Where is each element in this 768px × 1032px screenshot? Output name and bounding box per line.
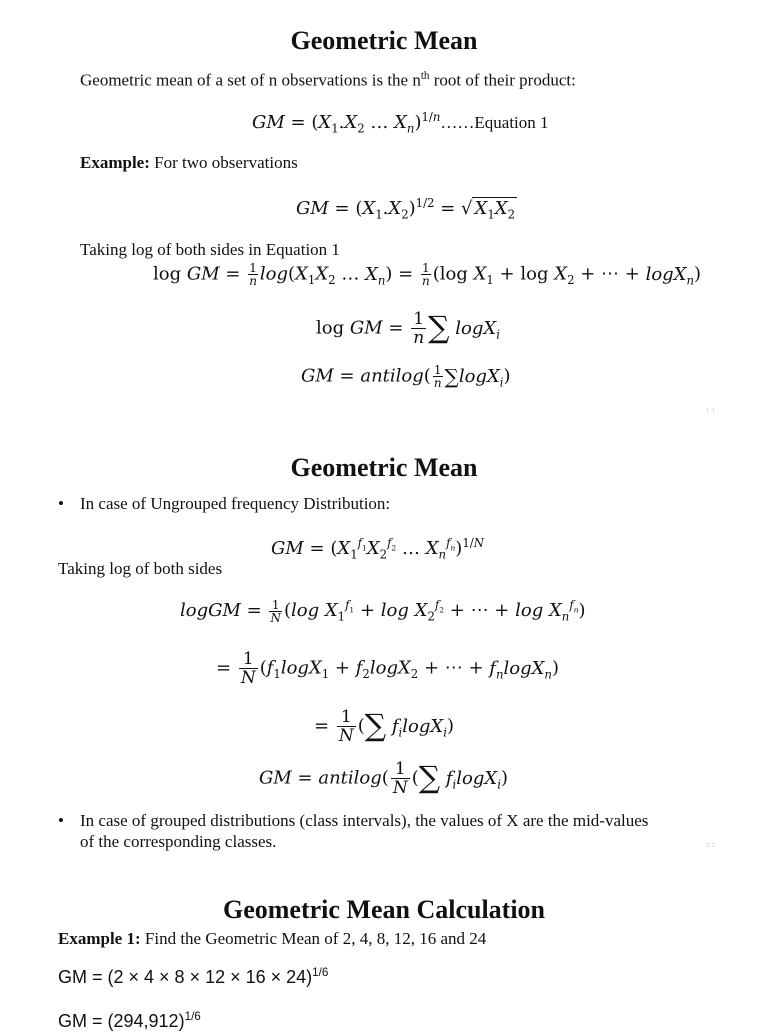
bullet-2-line-2: of the corresponding classes. [80,832,277,851]
equation-log-sum: log GM = $\frac{1}{n}$ ∑ logX$_i$ [316,309,500,348]
equation-log-f-expansion: = $\frac{1}{N}$ ($f_1\log X_1 + f_2\log X_2$ + ⋯ + $f_n\log X_n$) [216,649,559,688]
intro-text-b: root of their product: [429,70,576,90]
gm-calculation-line [58,966,328,988]
example-label: Example: [80,153,150,172]
example-1-text: Find the Geometric Mean of 2, 4, 8, 12, 16 and 24 [140,929,487,948]
equation-1-label: ……Equation 1 [440,113,549,132]
bullet-1-text: In case of Ungrouped frequency Distribution: [80,494,391,513]
bullet-1-marker: • [58,494,64,513]
intro-text-a: Geometric mean of a set of n observations is the n [80,70,421,90]
equation-ungrouped: GM = ($X_1^{f_1}X_2^{f_2}$ … $X_n^{f_n})^{1/N}$ [271,536,484,562]
section1-intro [80,70,576,91]
equation-log-expansion: log GM = $\frac{1}{n}$ $\log(X_1X_2$ … $X_n$) = $\frac{1}{n}$ (log $X_1 + \log X_2$ + ⋯ + logX$_n$) [153,261,702,288]
page-mark-1: 1 1 [706,408,715,414]
section1-title: Geometric Mean [290,26,478,55]
bullet-2-marker: • [58,811,64,830]
equation-antilog-ungrouped: GM = antilog( $\frac{1}{N}$ (∑ $f_i\log X_i$) [259,759,509,798]
equation-log-ungrouped: logGM = $\frac{1}{N}$ (log $X_1^{f_1} + \log X_2^{f_2}$ + ⋯ + $\log X_n^{f_n}$) [180,597,586,625]
equation-antilog: GM = antilog( $\frac{1}{n}$ ∑logX$_i$) [301,363,511,390]
example-line [80,153,298,173]
page-mark-2: 2 2 [706,843,715,849]
bullet-2-line-1: In case of grouped distributions (class intervals), the values of X are the mid-values [80,811,649,830]
equation-log-f-sum: = $\frac{1}{N}$ (∑ $f_i\log X_i$) [314,707,455,746]
example-1-line [58,929,486,949]
example-text: For two observations [149,153,298,172]
equation-two-obs: GM = $(X_1.X_2)^{1/2}$ = √ $X_1X_2$ [296,196,516,222]
equation-1: GM = ($X_1.X_2$ … $X_n)^{1/n}\dots\dots Equation$ 1 [252,110,549,136]
section2-title: Geometric Mean [290,453,478,482]
taking-log-1: Taking log of both sides in Equation 1 [80,240,340,259]
gm-calculation-exponent: 1/6 [312,966,329,979]
section3-title: Geometric Mean Calculation [222,895,546,924]
intro-sup: th [420,70,430,82]
gm-calculation-exponent-2: 1/6 [184,1010,201,1023]
example-1-label: Example 1: [58,929,141,948]
gm-calculation-text: GM = (2 × 4 × 8 × 12 × 16 × 24) [58,967,313,987]
gm-calculation-text-2: GM = (294,912) [58,1011,185,1031]
gm-calculation-line-2 [58,1010,201,1032]
taking-log-2: Taking log of both sides [58,559,223,578]
